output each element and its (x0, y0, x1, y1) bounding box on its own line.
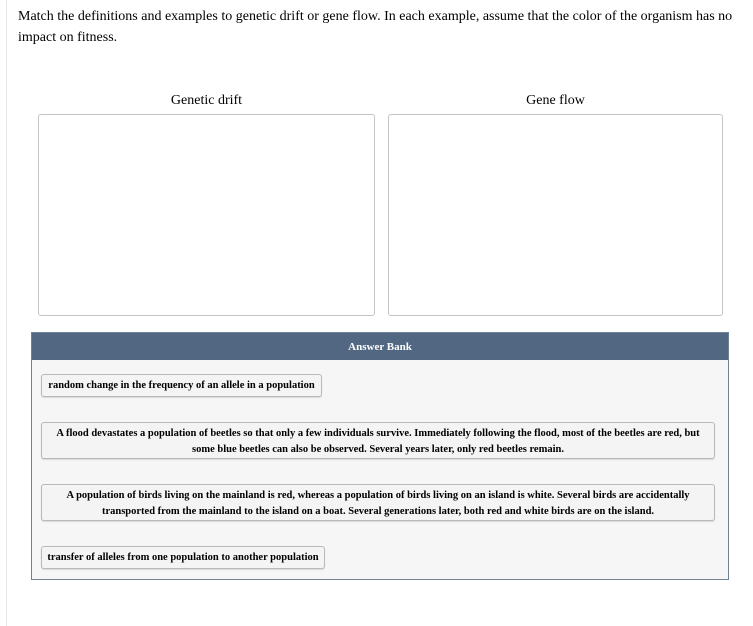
question-text: Match the definitions and examples to genetic drift or gene flow. In each example, assume that the color of the organism has no impact on fitness. (18, 9, 733, 45)
category-title-gene-flow: Gene flow (526, 93, 585, 108)
answer-tile-label: A population of birds living on the mainland is red, whereas a population of birds living on an island is white. Several birds are accidentally transported from the mainland to the island on a boat. Several generations later, both red and white birds are on the island. (66, 490, 690, 517)
answer-tile-label: A flood devastates a population of beetles so that only a few individuals survive. Immediately following the flood, most of the beetles are red, but some blue beetles can also be observed. Several years later, only red beetles remain. (56, 428, 700, 455)
answer-bank (31, 332, 729, 580)
answer-tile-label: transfer of alleles from one population to another population (47, 552, 319, 563)
answer-tile-mainland-birds[interactable] (41, 484, 715, 521)
category-title-genetic-drift: Genetic drift (170, 93, 243, 108)
answer-bank-header: Answer Bank (32, 333, 728, 360)
answer-tile-transfer-of-alleles[interactable] (41, 546, 325, 569)
left-divider (6, 0, 7, 626)
answer-tile-random-change[interactable] (41, 374, 322, 397)
answer-tile-label: random change in the frequency of an allele in a population (48, 380, 315, 391)
answer-tile-flood-beetles[interactable] (41, 422, 715, 459)
drop-zone-gene-flow[interactable] (388, 114, 723, 316)
drop-zone-genetic-drift[interactable] (38, 114, 375, 316)
